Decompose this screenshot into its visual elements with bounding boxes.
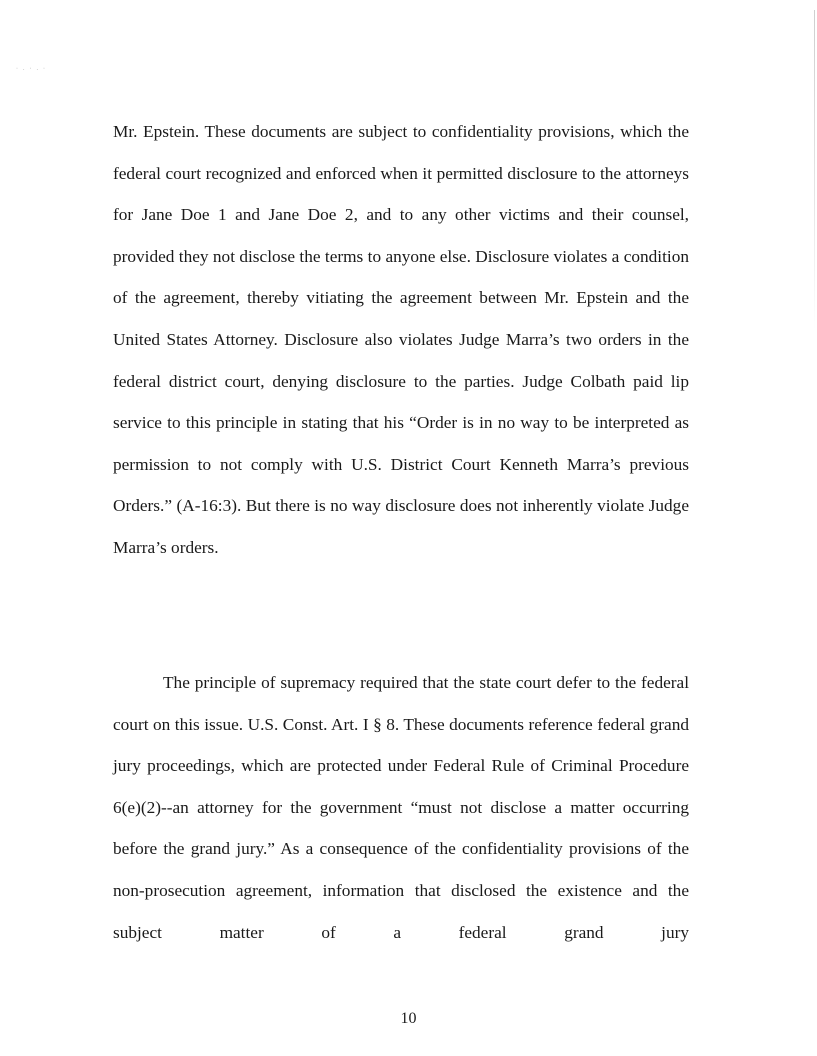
scan-speckle-marks: ·.·.· [16, 66, 50, 72]
scan-edge-line [814, 10, 815, 330]
body-paragraph-1: Mr. Epstein. These documents are subject to confidentiality provisions, which the federal court recognized and enforced when it permitted disclosure to the attorneys for Jane Doe 1 and Jane Doe 2, and to any other victims and their counsel, provided they not disclose the terms to anyone else. Disclosure violates a condition of the agreement, thereby vitiating the agreement between Mr. Epstein and the United States Attorney. Disclosure also violates Judge Marra’s two orders in the federal district court, denying disclosure to the parties. Judge Colbath paid lip service to this principle in stating that his “Order is in no way to be interpreted as permission to not comply with U.S. District Court Kenneth Marra’s previous Orders.” (A-16:3). But there is no way disclosure does not inherently violate Judge Marra’s orders. [113, 122, 689, 557]
body-paragraph-2: The principle of supremacy required that the state court defer to the federal court on this issue. U.S. Const. Art. I § 8. These documents reference federal grand jury proceedings, which are protected under Federal Rule of Criminal Procedure 6(e)(2)--an attorney for the government “must not disclose a matter occurring before the grand jury.” As a consequence of the confidentiality provisions of the non-prosecution agreement, information that disclosed the existence and the subject matter of a federal grand jury [113, 673, 689, 942]
page-number: 10 [400, 1010, 417, 1027]
